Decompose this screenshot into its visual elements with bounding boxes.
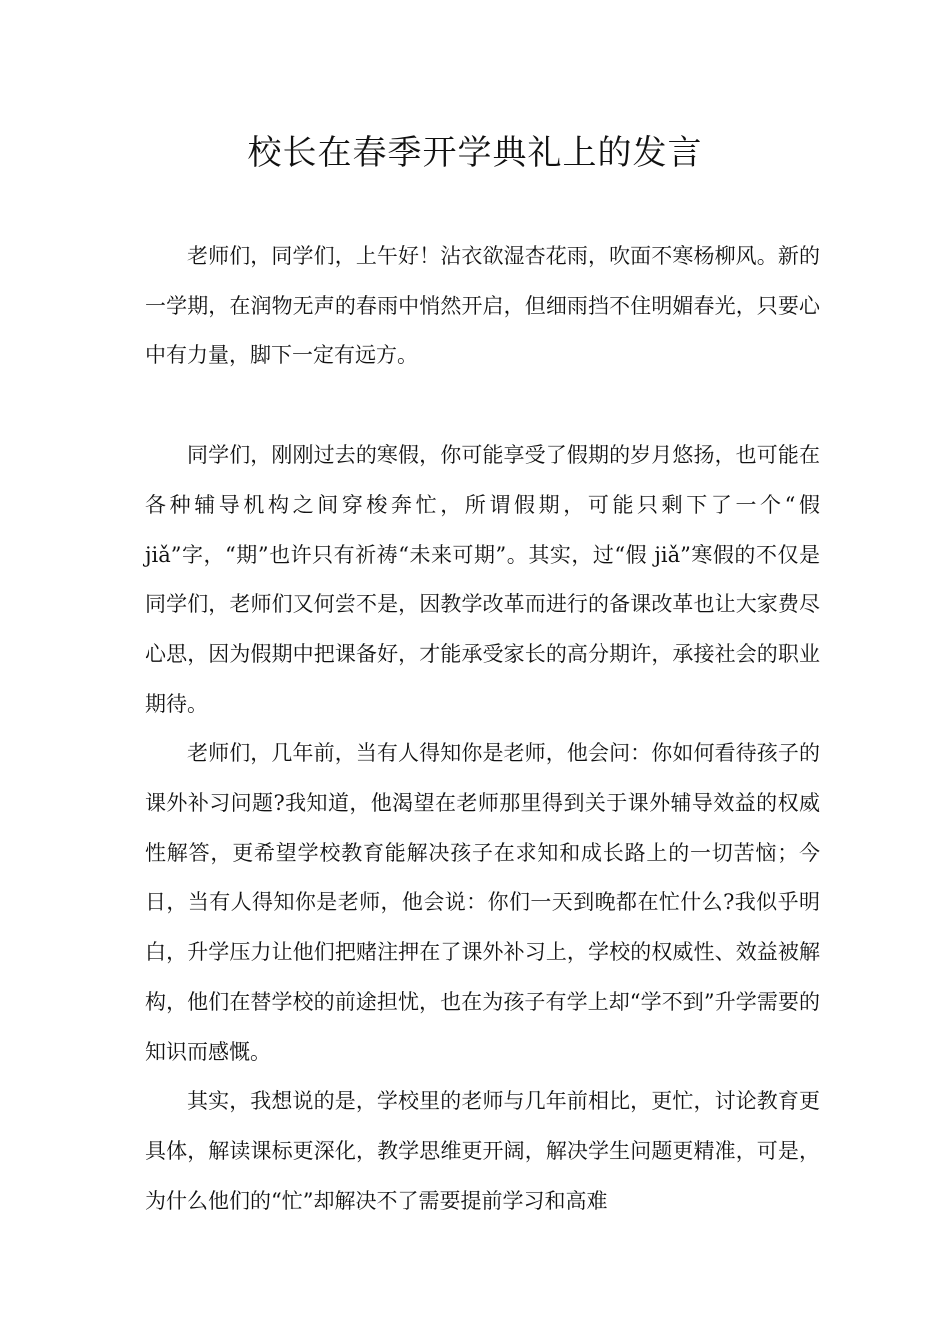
page-title: 校长在春季开学典礼上的发言 [247, 133, 703, 173]
paragraph-winter-break: 同学们，刚刚过去的寒假，你可能享受了假期的岁月悠扬，也可能在各种辅导机构之间穿梭奔忙，所谓假期，可能只剩下了一个“假 jiǎ”字，“期”也许只有祈祷“未来可期”。其实，过“假 jiǎ”寒假的不仅是同学们，老师们又何尝不是，因教学改革而进行的备课改革也让大家费尽心思，因为假期中把课备好，才能承受家长的高分期许，承接社会的职业期待。 [145, 443, 820, 716]
paragraph-spacer [145, 381, 820, 431]
paragraph-conclusion: 其实，我想说的是，学校里的老师与几年前相比，更忙，讨论教育更具体，解读课标更深化，教学思维更开阔，解决学生问题更精准，可是，为什么他们的“忙”却解决不了需要提前学习和高难 [145, 1089, 820, 1213]
paragraph-teachers: 老师们，几年前，当有人得知你是老师，他会问：你如何看待孩子的课外补习问题?我知道，他渴望在老师那里得到关于课外辅导效益的权威性解答，更希望学校教育能解决孩子在求知和成长路上的一切苦恼；今日，当有人得知你是老师，他会说：你们一天到晚都在忙什么?我似乎明白，升学压力让他们把赌注押在了课外补习上，学校的权威性、效益被解构，他们在替学校的前途担忧，也在为孩子有学上却“学不到”升学需要的知识而感慨。 [145, 741, 820, 1064]
document-body [145, 232, 820, 1226]
paragraph-greeting: 老师们，同学们，上午好！沾衣欲湿杏花雨，吹面不寒杨柳风。新的一学期，在润物无声的春雨中悄然开启，但细雨挡不住明媚春光，只要心中有力量，脚下一定有远方。 [145, 244, 820, 368]
